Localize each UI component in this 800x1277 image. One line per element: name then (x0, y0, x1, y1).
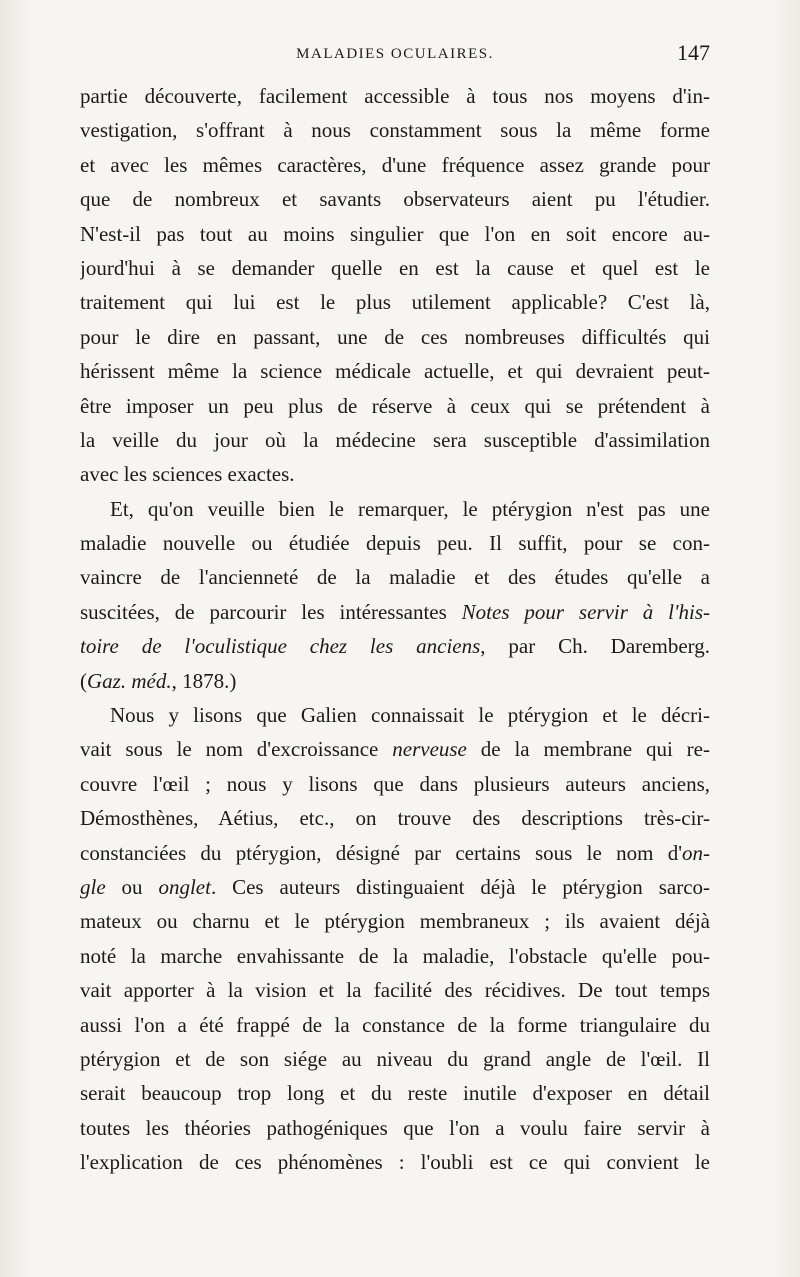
text-line: pour le dire en passant, une de ces nombreuses difficultés qui (80, 324, 710, 349)
italic-word: nerveuse (392, 737, 467, 762)
italic-word: gle (80, 874, 106, 899)
text-line: vait apporter à la vision et la facilité des récidives. De tout temps (80, 978, 710, 1003)
running-head: MALADIES OCULAIRES. (296, 46, 494, 62)
italic-title: toire de l'oculistique chez les anciens (80, 634, 481, 659)
text-line: toutes les théories pathogéniques que l'on a voulu faire servir à (80, 1115, 710, 1140)
text-line: noté la marche envahissante de la maladie, l'obstacle qu'elle pou- (80, 943, 710, 968)
text-line: vaincre de l'ancienneté de la maladie et des études qu'elle a (80, 565, 710, 590)
text-line: traitement qui lui est le plus utilement applicable? C'est là, (80, 290, 710, 315)
text-line: Nous y lisons que Galien connaissait le ptérygion et le décri- (110, 703, 710, 728)
text-line: serait beaucoup trop long et du reste inutile d'exposer en détail (80, 1081, 710, 1106)
text-line: couvre l'œil ; nous y lisons que dans plusieurs auteurs anciens, (80, 771, 710, 796)
text-line: mateux ou charnu et le ptérygion membraneux ; ils avaient déjà (80, 909, 710, 934)
text-line: avec les sciences exactes. (80, 462, 295, 487)
text-segment: , 1878.) (171, 668, 237, 693)
text-segment: constanciées du ptérygion, désigné par certains sous le nom d' (80, 840, 682, 865)
text-line (80, 595, 710, 629)
text-line: Démosthènes, Aétius, etc., on trouve des descriptions très-cir- (80, 806, 710, 831)
italic-word: on- (682, 840, 710, 865)
body-text (80, 79, 710, 1180)
text-line (80, 836, 710, 870)
text-segment: ( (80, 668, 87, 693)
text-line: aussi l'on a été frappé de la constance de la forme triangulaire du (80, 1012, 710, 1037)
text-line (80, 732, 710, 766)
paragraph-1 (80, 79, 710, 492)
text-segment: . Ces auteurs distinguaient déjà le ptérygion sarco- (210, 874, 710, 899)
paragraph-2 (80, 492, 710, 698)
text-line: partie découverte, facilement accessible à tous nos moyens d'in- (80, 84, 710, 108)
text-line: maladie nouvelle ou étudiée depuis peu. Il suffit, pour se con- (80, 531, 710, 556)
italic-citation: Gaz. méd. (87, 668, 172, 693)
text-segment: de la membrane qui re- (466, 737, 710, 762)
text-segment: ou (105, 874, 159, 899)
paragraph-3 (80, 698, 710, 1179)
text-line: jourd'hui à se demander quelle en est la cause et quel est le (80, 255, 710, 280)
page-header (80, 40, 710, 70)
page-number: 147 (677, 40, 710, 65)
text-line: l'explication de ces phénomènes : l'oubli est ce qui convient le (80, 1150, 710, 1175)
text-line: vestigation, s'offrant à nous constamment sous la même forme (80, 118, 710, 143)
text-line: et avec les mêmes caractères, d'une fréquence assez grande pour (80, 152, 710, 177)
text-line (80, 629, 710, 663)
italic-word: onglet (158, 874, 211, 899)
text-line: ptérygion et de son siége au niveau du grand angle de l'œil. Il (80, 1046, 710, 1071)
text-line: Et, qu'on veuille bien le remarquer, le ptérygion n'est pas une (110, 496, 710, 521)
text-line: la veille du jour où la médecine sera susceptible d'assimilation (80, 427, 710, 452)
text-line (80, 664, 710, 698)
text-line: que de nombreux et savants observateurs aient pu l'étudier. (80, 187, 710, 212)
italic-title: Notes pour servir à l'his- (461, 599, 710, 624)
text-line: N'est-il pas tout au moins singulier que l'on en soit encore au- (80, 221, 710, 246)
text-segment: suscitées, de parcourir les intéressantes (80, 599, 462, 624)
text-line (80, 870, 710, 904)
text-line: être imposer un peu plus de réserve à ceux qui se prétendent à (80, 393, 710, 418)
text-segment: vait sous le nom d'excroissance (80, 737, 393, 762)
text-segment: , par Ch. Daremberg. (480, 634, 710, 659)
text-line: hérissent même la science médicale actuelle, et qui devraient peut- (80, 359, 710, 384)
